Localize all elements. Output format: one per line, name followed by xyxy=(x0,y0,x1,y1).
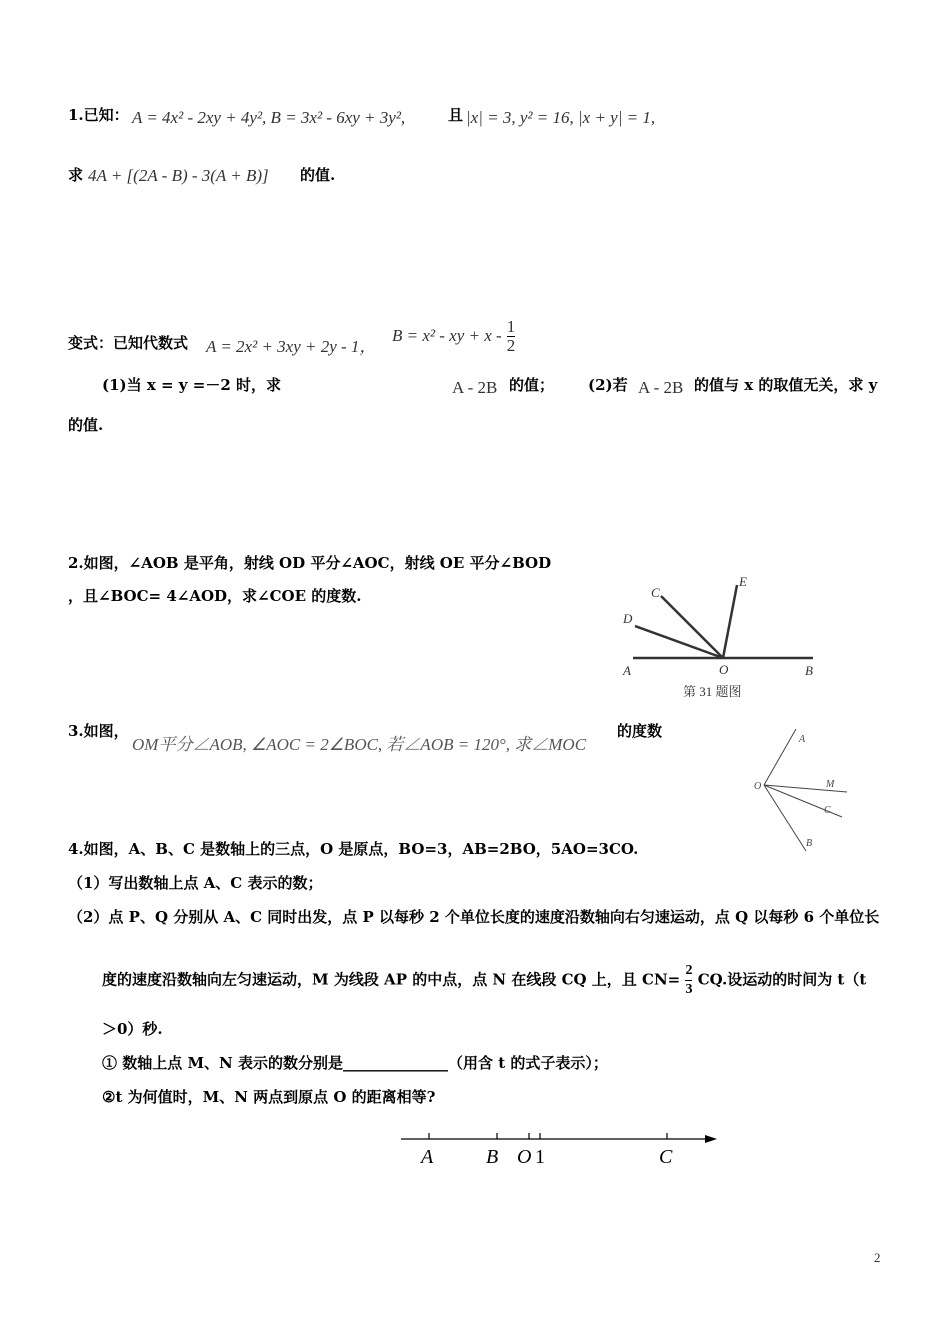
fig2-label-b: B xyxy=(805,663,813,678)
fig2-label-o: O xyxy=(719,662,729,677)
axis-arrow-icon xyxy=(705,1135,717,1143)
p2-line2: ，且∠BOC= 4∠AOD，求∠COE 的度数. xyxy=(68,587,362,605)
fig3-label-c: C xyxy=(824,805,831,816)
p4-sub2: ②t 为何值时，M、N 两点到原点 O 的距离相等? xyxy=(102,1088,436,1106)
variant-frac-num: 1 xyxy=(506,317,516,336)
variant-q2-tail: 的值与 x 的取值无关，求 y xyxy=(694,376,878,394)
axis-label-c: C xyxy=(659,1146,673,1168)
p1-conditions: |x| = 3, y² = 16, |x + y| = 1, xyxy=(466,108,656,127)
variant-expr-b xyxy=(392,318,515,355)
variant-expr-a: A = 2x² + 3xy + 2y - 1， xyxy=(206,337,377,356)
p4-q2: （2）点 P、Q 分别从 A、C 同时出发，点 P 以每秒 2 个单位长度的速度沿数轴向右匀速运动，点 Q 以每秒 6 个单位长 xyxy=(68,908,880,926)
axis-label-o: O xyxy=(517,1146,532,1168)
number-line xyxy=(395,1125,725,1170)
axis-label-b: B xyxy=(486,1146,499,1168)
ray-oe xyxy=(723,585,737,658)
fig3-label-o: O xyxy=(754,781,762,792)
ray-od xyxy=(635,626,723,658)
p4-frac-num: 2 xyxy=(685,962,692,981)
fig3-label-b: B xyxy=(806,838,813,849)
fig3-label-a: A xyxy=(799,734,806,745)
p1-qie: 且 xyxy=(448,106,464,124)
variant-q1-expr: A - 2B xyxy=(452,378,498,397)
ray-ob xyxy=(764,785,806,851)
p2-angle-figure xyxy=(615,570,825,705)
p3-angle-figure xyxy=(752,725,852,853)
variant-q1: (1)当 x = y =－2 时，求 xyxy=(102,376,281,394)
p4-q2-line3: ＞0）秒. xyxy=(102,1020,163,1038)
p4-frac-den: 3 xyxy=(685,982,693,997)
variant-q2-expr: A - 2B xyxy=(638,378,684,397)
p2-line1: 2.如图，∠AOB 是平角，射线 OD 平分∠AOC，射线 OE 平分∠BOD xyxy=(68,554,552,572)
fig2-caption: 第 31 题图 xyxy=(683,684,742,699)
p4-q2-line2-a: 度的速度沿数轴向左匀速运动，M 为线段 AP 的中点，点 N 在线段 CQ 上，且 CN= xyxy=(102,970,681,989)
p1-tail: 的值. xyxy=(300,166,336,184)
fig2-label-d: D xyxy=(623,611,633,626)
ray-oa xyxy=(764,729,796,785)
ray-oc xyxy=(661,596,723,658)
fig2-label-e: E xyxy=(739,574,747,589)
variant-fraction xyxy=(507,318,516,355)
variant-q2: (2)若 xyxy=(588,376,628,394)
ray-om xyxy=(764,785,847,792)
fig2-label-c: C xyxy=(651,585,660,600)
fig2-label-a: A xyxy=(623,663,631,678)
variant-frac-den: 2 xyxy=(506,336,516,355)
p4-sub1: ① 数轴上点 M、N 表示的数分别是______________（用含 t 的式子表示）； xyxy=(102,1054,608,1072)
variant-label: 变式：已知代数式 xyxy=(68,334,189,352)
page-number: 2 xyxy=(874,1250,881,1265)
axis-label-a: A xyxy=(421,1146,434,1168)
p3-label: 3.如图， xyxy=(68,722,129,740)
p3-expr: OM平分∠AOB, ∠AOC = 2∠BOC, 若∠AOB = 120°, 求∠MOC xyxy=(132,735,587,754)
variant-expr-b-text: B = x² - xy + x - xyxy=(392,326,502,345)
p4-fraction xyxy=(685,962,692,999)
p1-label: 1.已知： xyxy=(68,106,129,124)
fig3-label-m: M xyxy=(826,779,835,790)
axis-label-1: 1 xyxy=(535,1146,545,1168)
p1-target-expr: 4A + [(2A - B) - 3(A + B)] xyxy=(88,166,269,185)
p4-q2-line2 xyxy=(102,962,866,999)
p4-q2-line2-b: CQ.设运动的时间为 t（t xyxy=(697,970,867,989)
variant-q1-tail: 的值； xyxy=(509,376,555,394)
p4-q1: （1）写出数轴上点 A、C 表示的数； xyxy=(68,874,323,892)
p1-qiu: 求 xyxy=(68,166,84,184)
variant-q2-line2: 的值. xyxy=(68,416,104,434)
p1-expr-ab: A = 4x² - 2xy + 4y², B = 3x² - 6xy + 3y², xyxy=(132,108,406,127)
p3-tail: 的度数 xyxy=(617,722,663,740)
p4-line1: 4.如图，A、B、C 是数轴上的三点，O 是原点，BO=3，AB=2BO，5AO=3CO. xyxy=(68,840,639,858)
